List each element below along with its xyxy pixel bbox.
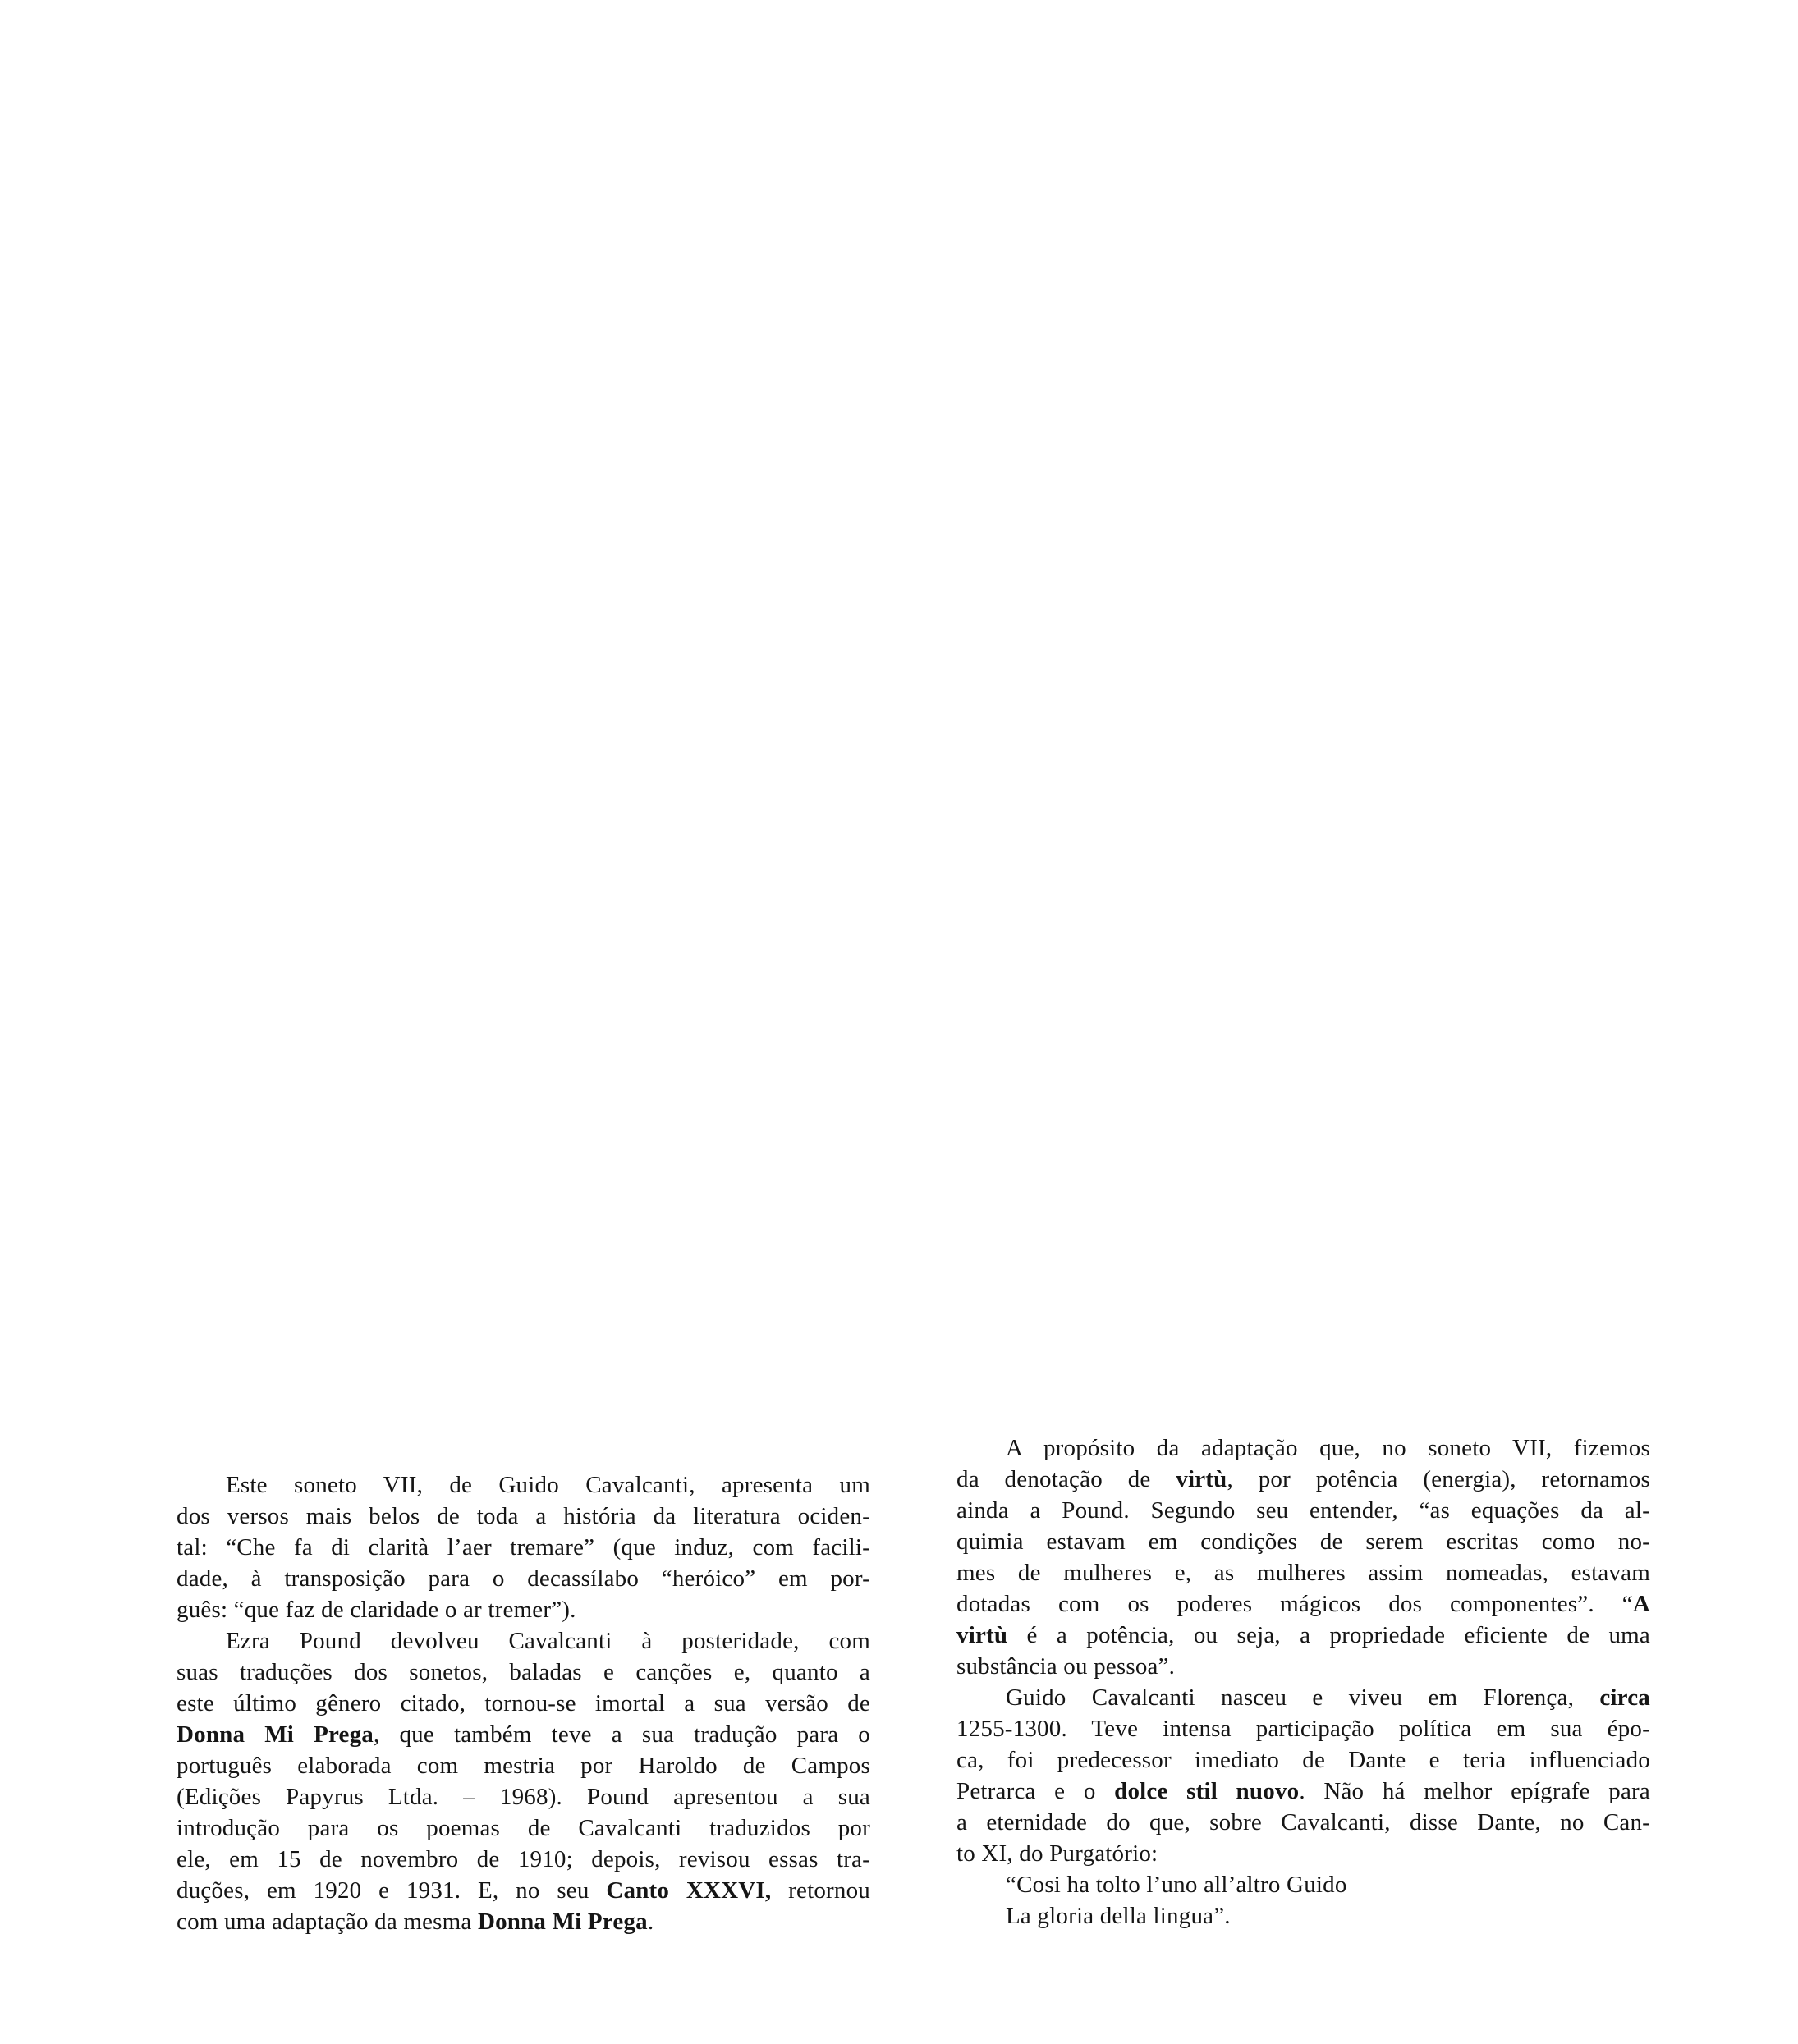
body-text: , que também teve a sua tradução para o (374, 1721, 870, 1748)
text-line (177, 1781, 870, 1813)
body-text: é a potência, ou seja, a propriedade eficiente de uma (1007, 1622, 1650, 1648)
body-text: (Edições Papyrus Ltda. – 1968). Pound apresentou a sua (177, 1784, 870, 1810)
text-line (956, 1869, 1650, 1900)
body-text: La gloria della lingua”. (1006, 1903, 1231, 1929)
text-line (956, 1744, 1650, 1776)
text-line (177, 1875, 870, 1906)
text-line (956, 1588, 1650, 1620)
text-line (956, 1432, 1650, 1464)
text-line (956, 1464, 1650, 1495)
text-line (956, 1651, 1650, 1682)
text-line (956, 1776, 1650, 1807)
body-text: , por potência (energia), retornamos (1227, 1466, 1650, 1492)
text-line (956, 1900, 1650, 1932)
body-text: dade, à transposição para o decassílabo “heróico” em por- (177, 1565, 870, 1592)
body-text: duções, em 1920 e 1931. E, no seu (177, 1877, 607, 1904)
body-text: dotadas com os poderes mágicos dos componentes”. “ (956, 1591, 1633, 1617)
text-line (956, 1838, 1650, 1869)
text-line (177, 1688, 870, 1719)
emphasized-text: virtù (956, 1622, 1008, 1648)
text-line (177, 1906, 870, 1937)
text-line (177, 1813, 870, 1844)
body-text: suas traduções dos sonetos, baladas e canções e, quanto a (177, 1659, 870, 1685)
right-text-column (956, 1432, 1650, 1932)
body-text: dos versos mais belos de toda a história da literatura ociden- (177, 1503, 870, 1529)
body-text: ca, foi predecessor imediato de Dante e teria influenciado (956, 1747, 1650, 1773)
body-text: 1255-1300. Teve intensa participação política em sua épo- (956, 1716, 1650, 1742)
body-text: Guido Cavalcanti nasceu e viveu em Florença, (1006, 1684, 1600, 1711)
emphasized-text: A (1632, 1591, 1650, 1617)
emphasized-text: Canto XXXVI, (606, 1877, 772, 1904)
body-text: guês: “que faz de claridade o ar tremer”). (177, 1597, 576, 1623)
text-line (177, 1594, 870, 1625)
body-text: to XI, do Purgatório: (956, 1840, 1158, 1867)
text-line (956, 1807, 1650, 1838)
text-line (177, 1719, 870, 1750)
body-text: . (647, 1909, 654, 1935)
text-line (177, 1844, 870, 1875)
emphasized-text: Donna Mi Prega (477, 1909, 648, 1935)
body-text: Este soneto VII, de Guido Cavalcanti, apresenta um (226, 1472, 870, 1498)
emphasized-text: Donna Mi Prega (177, 1721, 374, 1748)
emphasized-text: virtù (1176, 1466, 1227, 1492)
text-line (956, 1682, 1650, 1713)
text-line (177, 1750, 870, 1781)
text-line (956, 1713, 1650, 1744)
emphasized-text: circa (1599, 1684, 1650, 1711)
body-text: retornou (771, 1877, 870, 1904)
text-line (177, 1501, 870, 1532)
body-text: tal: “Che fa di clarità l’aer tremare” (que induz, com facili- (177, 1534, 870, 1560)
text-line (177, 1657, 870, 1688)
text-line (177, 1469, 870, 1501)
body-text: Ezra Pound devolveu Cavalcanti à posteridade, com (226, 1628, 870, 1654)
body-text: “Cosi ha tolto l’uno all’altro Guido (1006, 1872, 1347, 1898)
body-text: a eternidade do que, sobre Cavalcanti, disse Dante, no Can- (956, 1809, 1650, 1835)
body-text: este último gênero citado, tornou-se imortal a sua versão de (177, 1690, 870, 1716)
body-text: substância ou pessoa”. (956, 1653, 1176, 1680)
body-text: introdução para os poemas de Cavalcanti traduzidos por (177, 1815, 870, 1841)
body-text: da denotação de (956, 1466, 1176, 1492)
body-text: ainda a Pound. Segundo seu entender, “as equações da al- (956, 1497, 1650, 1524)
body-text: português elaborada com mestria por Haroldo de Campos (177, 1753, 870, 1779)
emphasized-text: dolce stil nuovo (1114, 1778, 1300, 1804)
body-text: quimia estavam em condições de serem escritas como no- (956, 1528, 1650, 1555)
body-text: Petrarca e o (956, 1778, 1115, 1804)
text-line (177, 1563, 870, 1594)
text-line (956, 1557, 1650, 1588)
text-line (177, 1532, 870, 1563)
body-text: com uma adaptação da mesma (177, 1909, 478, 1935)
body-text: . Não há melhor epígrafe para (1299, 1778, 1650, 1804)
left-text-column (177, 1469, 870, 1937)
text-line (177, 1625, 870, 1657)
text-line (956, 1620, 1650, 1651)
text-line (956, 1526, 1650, 1557)
text-line (956, 1495, 1650, 1526)
body-text: ele, em 15 de novembro de 1910; depois, revisou essas tra- (177, 1846, 870, 1872)
body-text: A propósito da adaptação que, no soneto VII, fizemos (1006, 1435, 1650, 1461)
body-text: mes de mulheres e, as mulheres assim nomeadas, estavam (956, 1560, 1650, 1586)
